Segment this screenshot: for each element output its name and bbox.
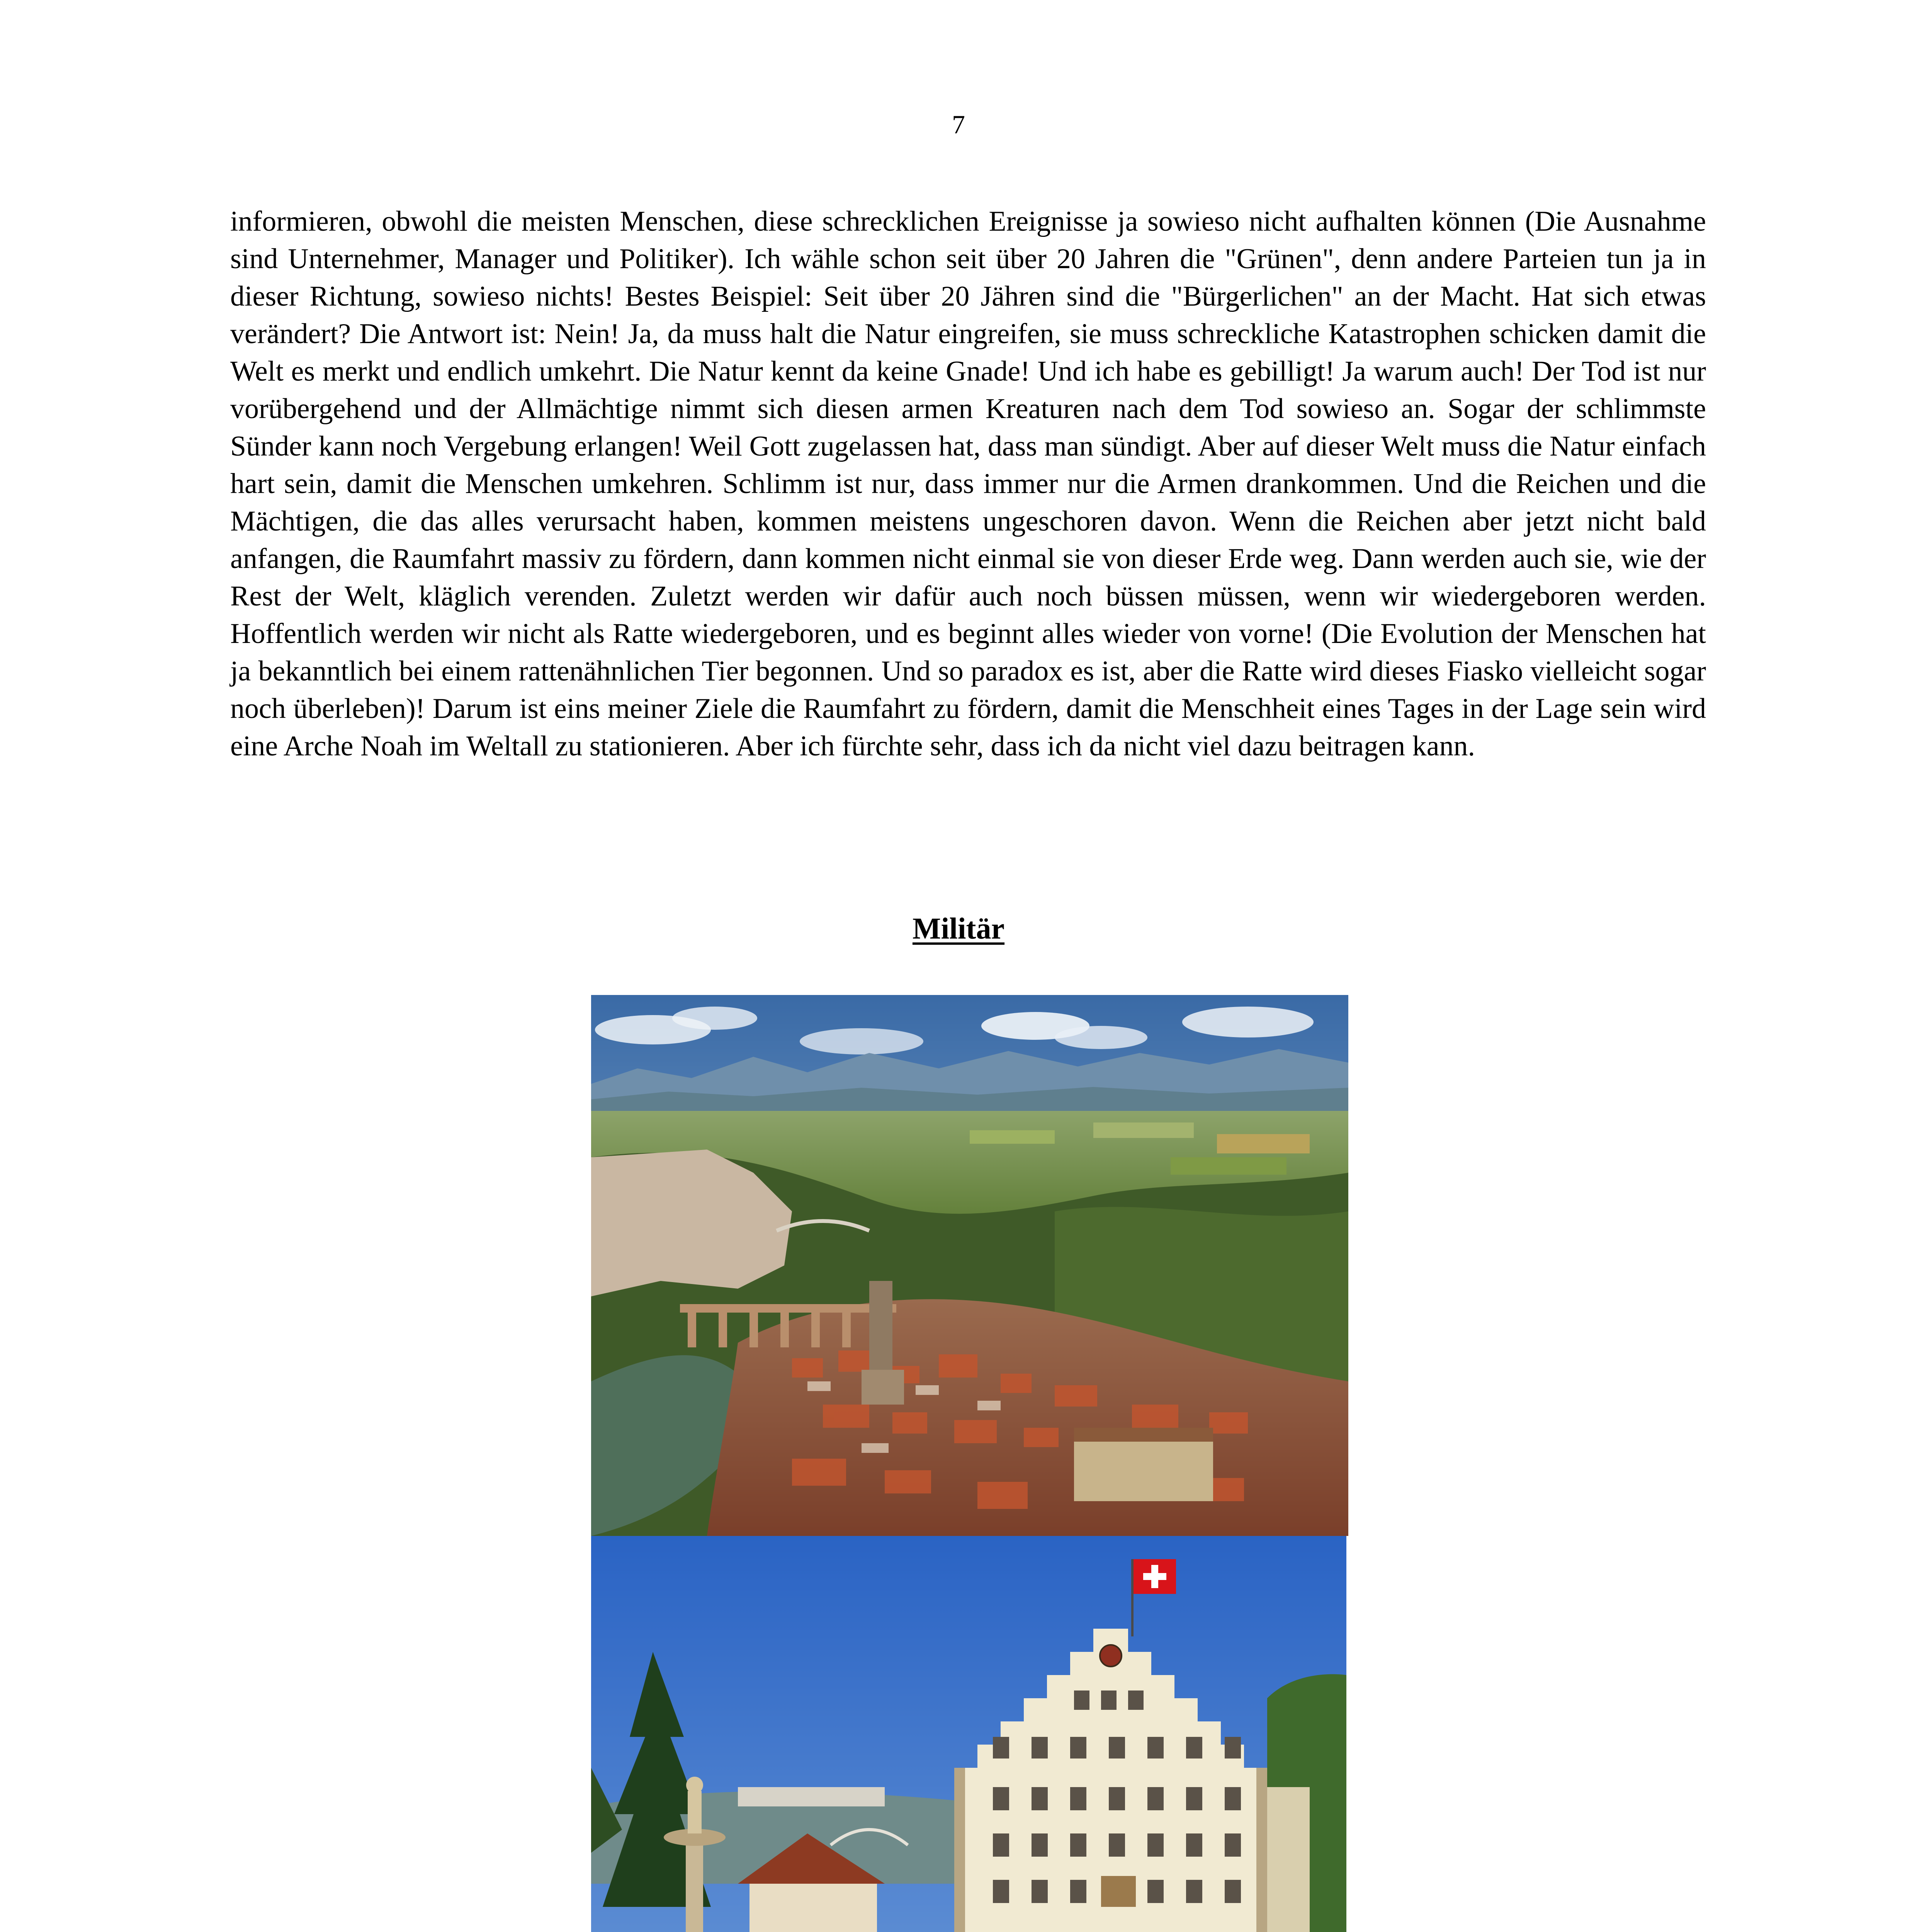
page-number: 7 xyxy=(952,110,965,139)
town-hall-photo xyxy=(591,1536,1346,1932)
section-heading: Militär xyxy=(912,912,1005,945)
aerial-town-photo xyxy=(591,995,1348,1536)
body-paragraph: informieren, obwohl die meisten Menschen, diese schrecklichen Ereignisse ja sowieso nicht aufhalten können (Die Ausnahme sind Unternehmer, Manager und Politiker). Ich wähle schon seit über 20 Jahren die "Grünen", denn andere Parteien tun ja in dieser Richtung, sowieso nichts! Bestes Beispiel: Seit über 20 Jähren sind die "Bürgerlichen" an der Macht. Hat sich etwas verändert? Die Antwort ist: Nein! Ja, da muss halt die Natur eingreifen, sie muss schreckliche Katastrophen schicken damit die Welt es merkt und endlich umkehrt. Die Natur kennt da keine Gnade! Und ich habe es gebilligt! Ja warum auch! Der Tod ist nur vorübergehend und der Allmächtige nimmt sich diesen armen Kreaturen nach dem Tod sowieso an. Sogar der schlimmste Sünder kann noch Vergebung erlangen! Weil Gott zugelassen hat, dass man sündigt. Aber auf dieser Welt muss die Natur einfach hart sein, damit die Menschen umkehren. Schlimm ist nur, dass immer nur die Armen drankommen. Und die Reichen und die Mächtigen, die das alles verursacht haben, kommen meistens ungeschoren davon. Wenn die Reichen aber jetzt nicht bald anfangen, die Raumfahrt massiv zu fördern, dann kommen nicht einmal sie von dieser Erde weg. Dann werden auch sie, wie der Rest der Welt, kläglich verenden. Zuletzt werden wir dafür auch noch büssen müssen, wenn wir wiedergeboren werden. Hoffentlich werden wir nicht als Ratte wiedergeboren, und es beginnt alles wieder von vorne! (Die Evolution der Menschen hat ja bekanntlich bei einem rattenähnlichen Tier begonnen. Und so paradox es ist, aber die Ratte wird dieses Fiasko vielleicht sogar noch überleben)! Darum ist eins meiner Ziele die Raumfahrt zu fördern, damit die Menschheit eines Tages in der Lage sein wird eine Arche Noah im Weltall zu stationieren. Aber ich fürchte sehr, dass ich da nicht viel dazu beitragen kann. xyxy=(230,206,1706,762)
